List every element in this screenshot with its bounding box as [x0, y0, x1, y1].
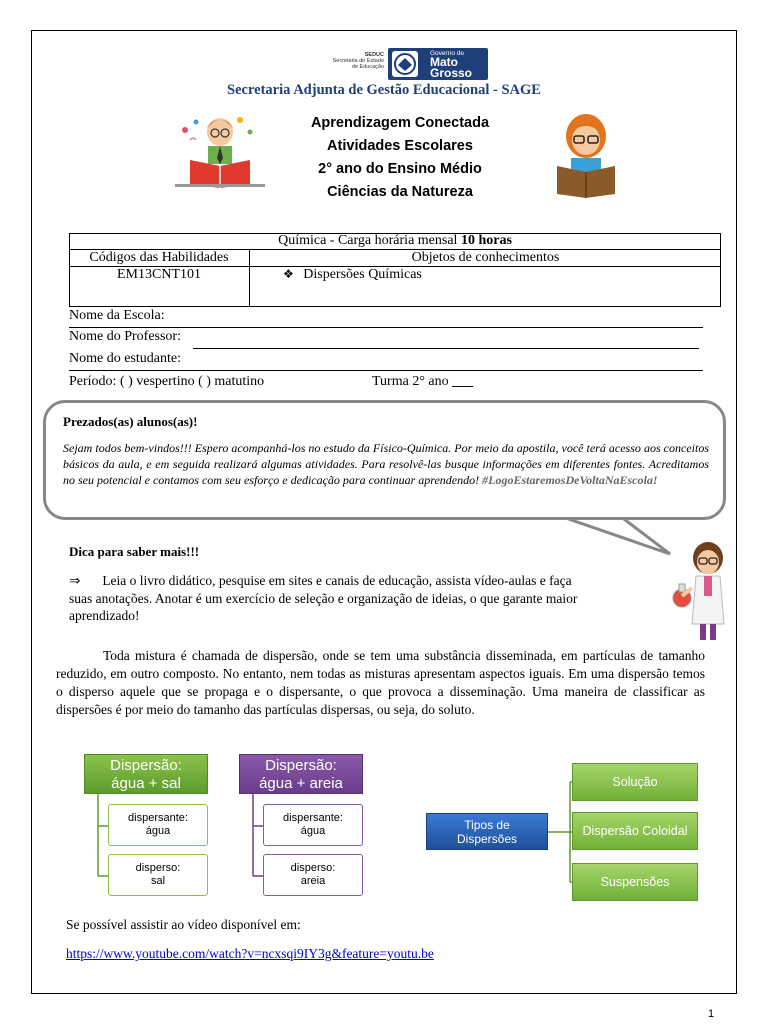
diagram1-box-line: sal — [150, 875, 166, 887]
school-name-label: Nome da Escola: — [69, 308, 165, 323]
table-header-text: Química - Carga horária mensal — [278, 233, 461, 248]
dispersion-paragraph: Toda mistura é chamada de dispersão, onde se tem uma substância disseminada, em partículas de tamanho reduzido, em outro composto. No entanto, nem todas as misturas apresentam aspectos iguais. Em uma dispersão temos o disperso aquele que se propaga e o dispersante, o que provoca a disseminação. Uma maneira de classificar as dispersões é por meio do tamanho das partículas dispersas, ou seja, do soluto. — [56, 648, 705, 717]
diagram2-title — [239, 754, 363, 794]
scientist-illustration — [670, 540, 736, 642]
diagram1-title — [84, 754, 208, 794]
video-link[interactable]: https://www.youtube.com/watch?v=ncxsqi9IY3g&feature=youtu.be — [66, 946, 434, 961]
gov-emblem-icon — [392, 51, 418, 77]
teacher-name-label: Nome do Professor: — [69, 329, 181, 344]
diagram2-title-line: água + areia — [259, 775, 343, 792]
root-line: Dispersões — [456, 831, 518, 846]
diagram2-disperse — [263, 854, 363, 896]
diagram1-title-line: água + sal — [111, 775, 181, 792]
knowledge-object-text: Dispersões Químicas — [303, 267, 422, 282]
class-label: Turma 2° ano — [372, 374, 449, 389]
title-line: Atividades Escolares — [327, 138, 473, 154]
diagram-dispersion-types — [420, 760, 700, 905]
video-label: Se possível assistir ao vídeo disponível em: — [66, 917, 301, 932]
bubble-title: Prezados(as) alunos(as)! — [63, 414, 198, 429]
root-line: Tipos de — [464, 817, 510, 832]
gov-small-text: Governo de — [430, 50, 464, 57]
seduc-line: de Educação — [351, 64, 384, 70]
tip-title: Dica para saber mais!!! — [69, 544, 200, 559]
period-field[interactable]: Período: ( ) vespertino ( ) matutino — [69, 374, 265, 389]
diagram2-box-line: disperso: — [290, 862, 336, 874]
diagram2-dispersant — [263, 804, 363, 846]
table-header — [69, 233, 721, 249]
diamond-bullet-icon: ❖ — [283, 267, 294, 281]
bubble-message: Sejam todos bem-vindos!!! Espero acompanhá-los no estudo da Físico-Química. Por meio da apostila, você terá acesso aos conceitos básicos da aula, e em seguida realizará algumas atividades. Para resolvê-las busque informações em diferentes fontes. Acreditamos no seu potencial e contamos com seu esforço e dedicação para continuar aprendendo! — [63, 441, 709, 487]
type-colloidal: Dispersão Coloidal — [572, 812, 698, 850]
diagram-water-sand — [239, 754, 363, 899]
gov-big-line: Mato — [430, 55, 458, 69]
tip-text — [69, 572, 591, 624]
diagram1-title-line: Dispersão: — [110, 757, 182, 774]
diagram2-box-line: dispersante: — [283, 812, 343, 824]
diagram1-box-line: dispersante: — [128, 812, 188, 824]
title-line: 2° ano do Ensino Médio — [318, 161, 482, 177]
gov-big-line: Grosso — [430, 66, 473, 80]
bubble-text — [63, 440, 709, 488]
diagram1-box-line: água — [145, 825, 171, 837]
seduc-line: SEDUC — [364, 52, 384, 58]
class-blank: ___ — [452, 374, 474, 389]
skill-code: EM13CNT101 — [117, 267, 201, 282]
page-number: 1 — [708, 1008, 715, 1020]
diagram2-title-line: Dispersão: — [265, 757, 337, 774]
knowledge-object — [283, 267, 422, 283]
class-field[interactable] — [372, 374, 473, 390]
col2-header: Objetos de conhecimentos — [411, 250, 560, 265]
student-name-line[interactable] — [69, 370, 703, 371]
col1-header: Códigos das Habilidades — [89, 250, 229, 265]
teacher-name-line[interactable] — [193, 348, 699, 349]
diagram1-disperse — [108, 854, 208, 896]
diagram1-dispersant — [108, 804, 208, 846]
diagram2-box-line: água — [300, 825, 326, 837]
arrow-icon: ⇒ — [69, 573, 81, 589]
table-header-hours: 10 horas — [460, 233, 512, 248]
diagram-water-salt — [84, 754, 208, 899]
seduc-line: Secretaria de Estado — [332, 58, 384, 64]
tip-body: Leia o livro didático, pesquise em sites e canais de educação, assista vídeo-aulas e faça suas anotações. Anotar é um exercício de seleção e organização de ideias, o que garante maior aprendizado! — [69, 573, 578, 623]
gov-big-text — [430, 57, 472, 79]
title-line: Ciências da Natureza — [327, 184, 473, 200]
bubble-hashtag: #LogoEstaremosDeVoltaNaEscola! — [482, 473, 658, 487]
school-name-line[interactable] — [69, 327, 703, 328]
type-suspension: Suspensões — [572, 863, 698, 901]
title-line: Aprendizagem Conectada — [310, 115, 490, 131]
student-name-label: Nome do estudante: — [69, 351, 181, 366]
diagram1-box-line: disperso: — [135, 862, 181, 874]
diagram2-box-line: areia — [300, 875, 326, 887]
girl-reading-illustration — [555, 108, 617, 198]
secretaria-title: Secretaria Adjunta de Gestão Educacional - SAGE — [227, 82, 541, 98]
seduc-logo — [330, 52, 384, 70]
dispersion-types-root — [426, 813, 548, 850]
title-block — [250, 112, 550, 204]
type-solution: Solução — [572, 763, 698, 801]
